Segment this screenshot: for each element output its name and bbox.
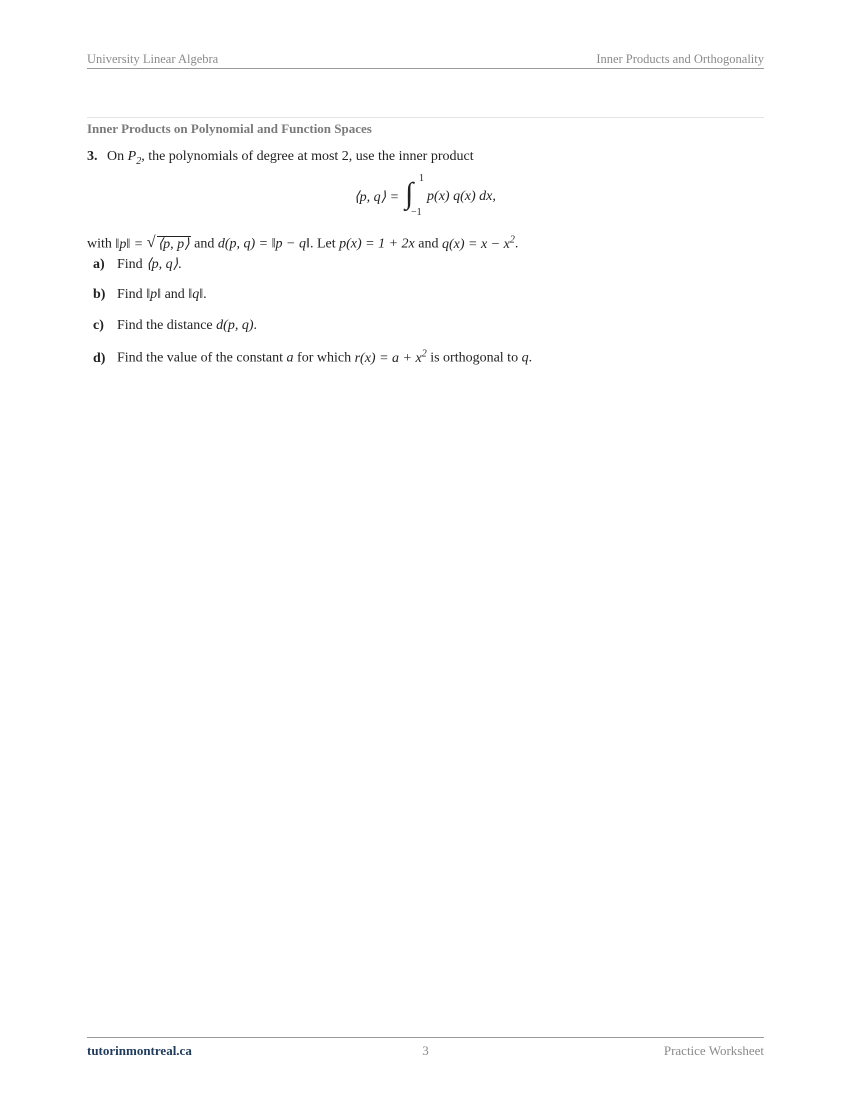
problem-intro: On — [107, 149, 125, 164]
q-definition: $q(x) = x - x^2$ — [441, 234, 515, 252]
definitions-line: with ‖p‖ = √ ⟨p, p⟩ and d(p, q) = ‖p − q‖. Let p(x) = 1 + 2x and $q(x) = x - x^2$. — [87, 233, 519, 252]
norm-definition: ‖p‖ = √ ⟨p, p⟩ — [115, 233, 190, 252]
p-definition: p(x) = 1 + 2x — [339, 236, 415, 252]
section-divider — [87, 117, 764, 118]
page-header — [87, 52, 764, 67]
header-divider — [87, 68, 764, 69]
integral-upper-limit: 1 — [419, 173, 425, 184]
header-course-title: University Linear Algebra — [87, 52, 219, 66]
part-c: c) Find the distance d(p, q). — [93, 318, 257, 333]
footer-label: Practice Worksheet — [663, 1043, 764, 1058]
problem-intro-rest: , the polynomials of degree at most 2, use the inner product — [141, 149, 474, 164]
space-symbol: $P_2$ — [127, 149, 142, 167]
problem-statement — [87, 148, 764, 171]
part-d: d) Find the value of the constant a for which $r(x) = a + x^2$ is orthogonal to q. — [93, 348, 533, 366]
footer-page-number: 3 — [422, 1043, 429, 1058]
part-a: a) Find ⟨p, q⟩. — [93, 257, 182, 272]
header-topic-title: Inner Products and Orthogonality — [596, 52, 764, 66]
distance-definition: d(p, q) = ‖p − q‖ — [217, 236, 310, 252]
inner-product-equation — [0, 174, 850, 220]
part-b: b) Find ‖p‖ and ‖q‖. — [93, 287, 207, 302]
footer-site-link[interactable]: tutorinmontreal.ca — [87, 1043, 192, 1058]
footer-divider — [87, 1037, 764, 1038]
equation-integrand: p(x) q(x) dx, — [427, 189, 496, 204]
equation-lhs: ⟨p, q⟩ = — [354, 189, 400, 205]
section-title: Inner Products on Polynomial and Function Spaces — [87, 121, 372, 136]
integral-lower-limit: −1 — [411, 207, 422, 218]
problem-number: 3. — [87, 149, 98, 164]
page-footer — [87, 1043, 764, 1061]
integral-sign: ∫ 1 −1 — [405, 173, 425, 218]
